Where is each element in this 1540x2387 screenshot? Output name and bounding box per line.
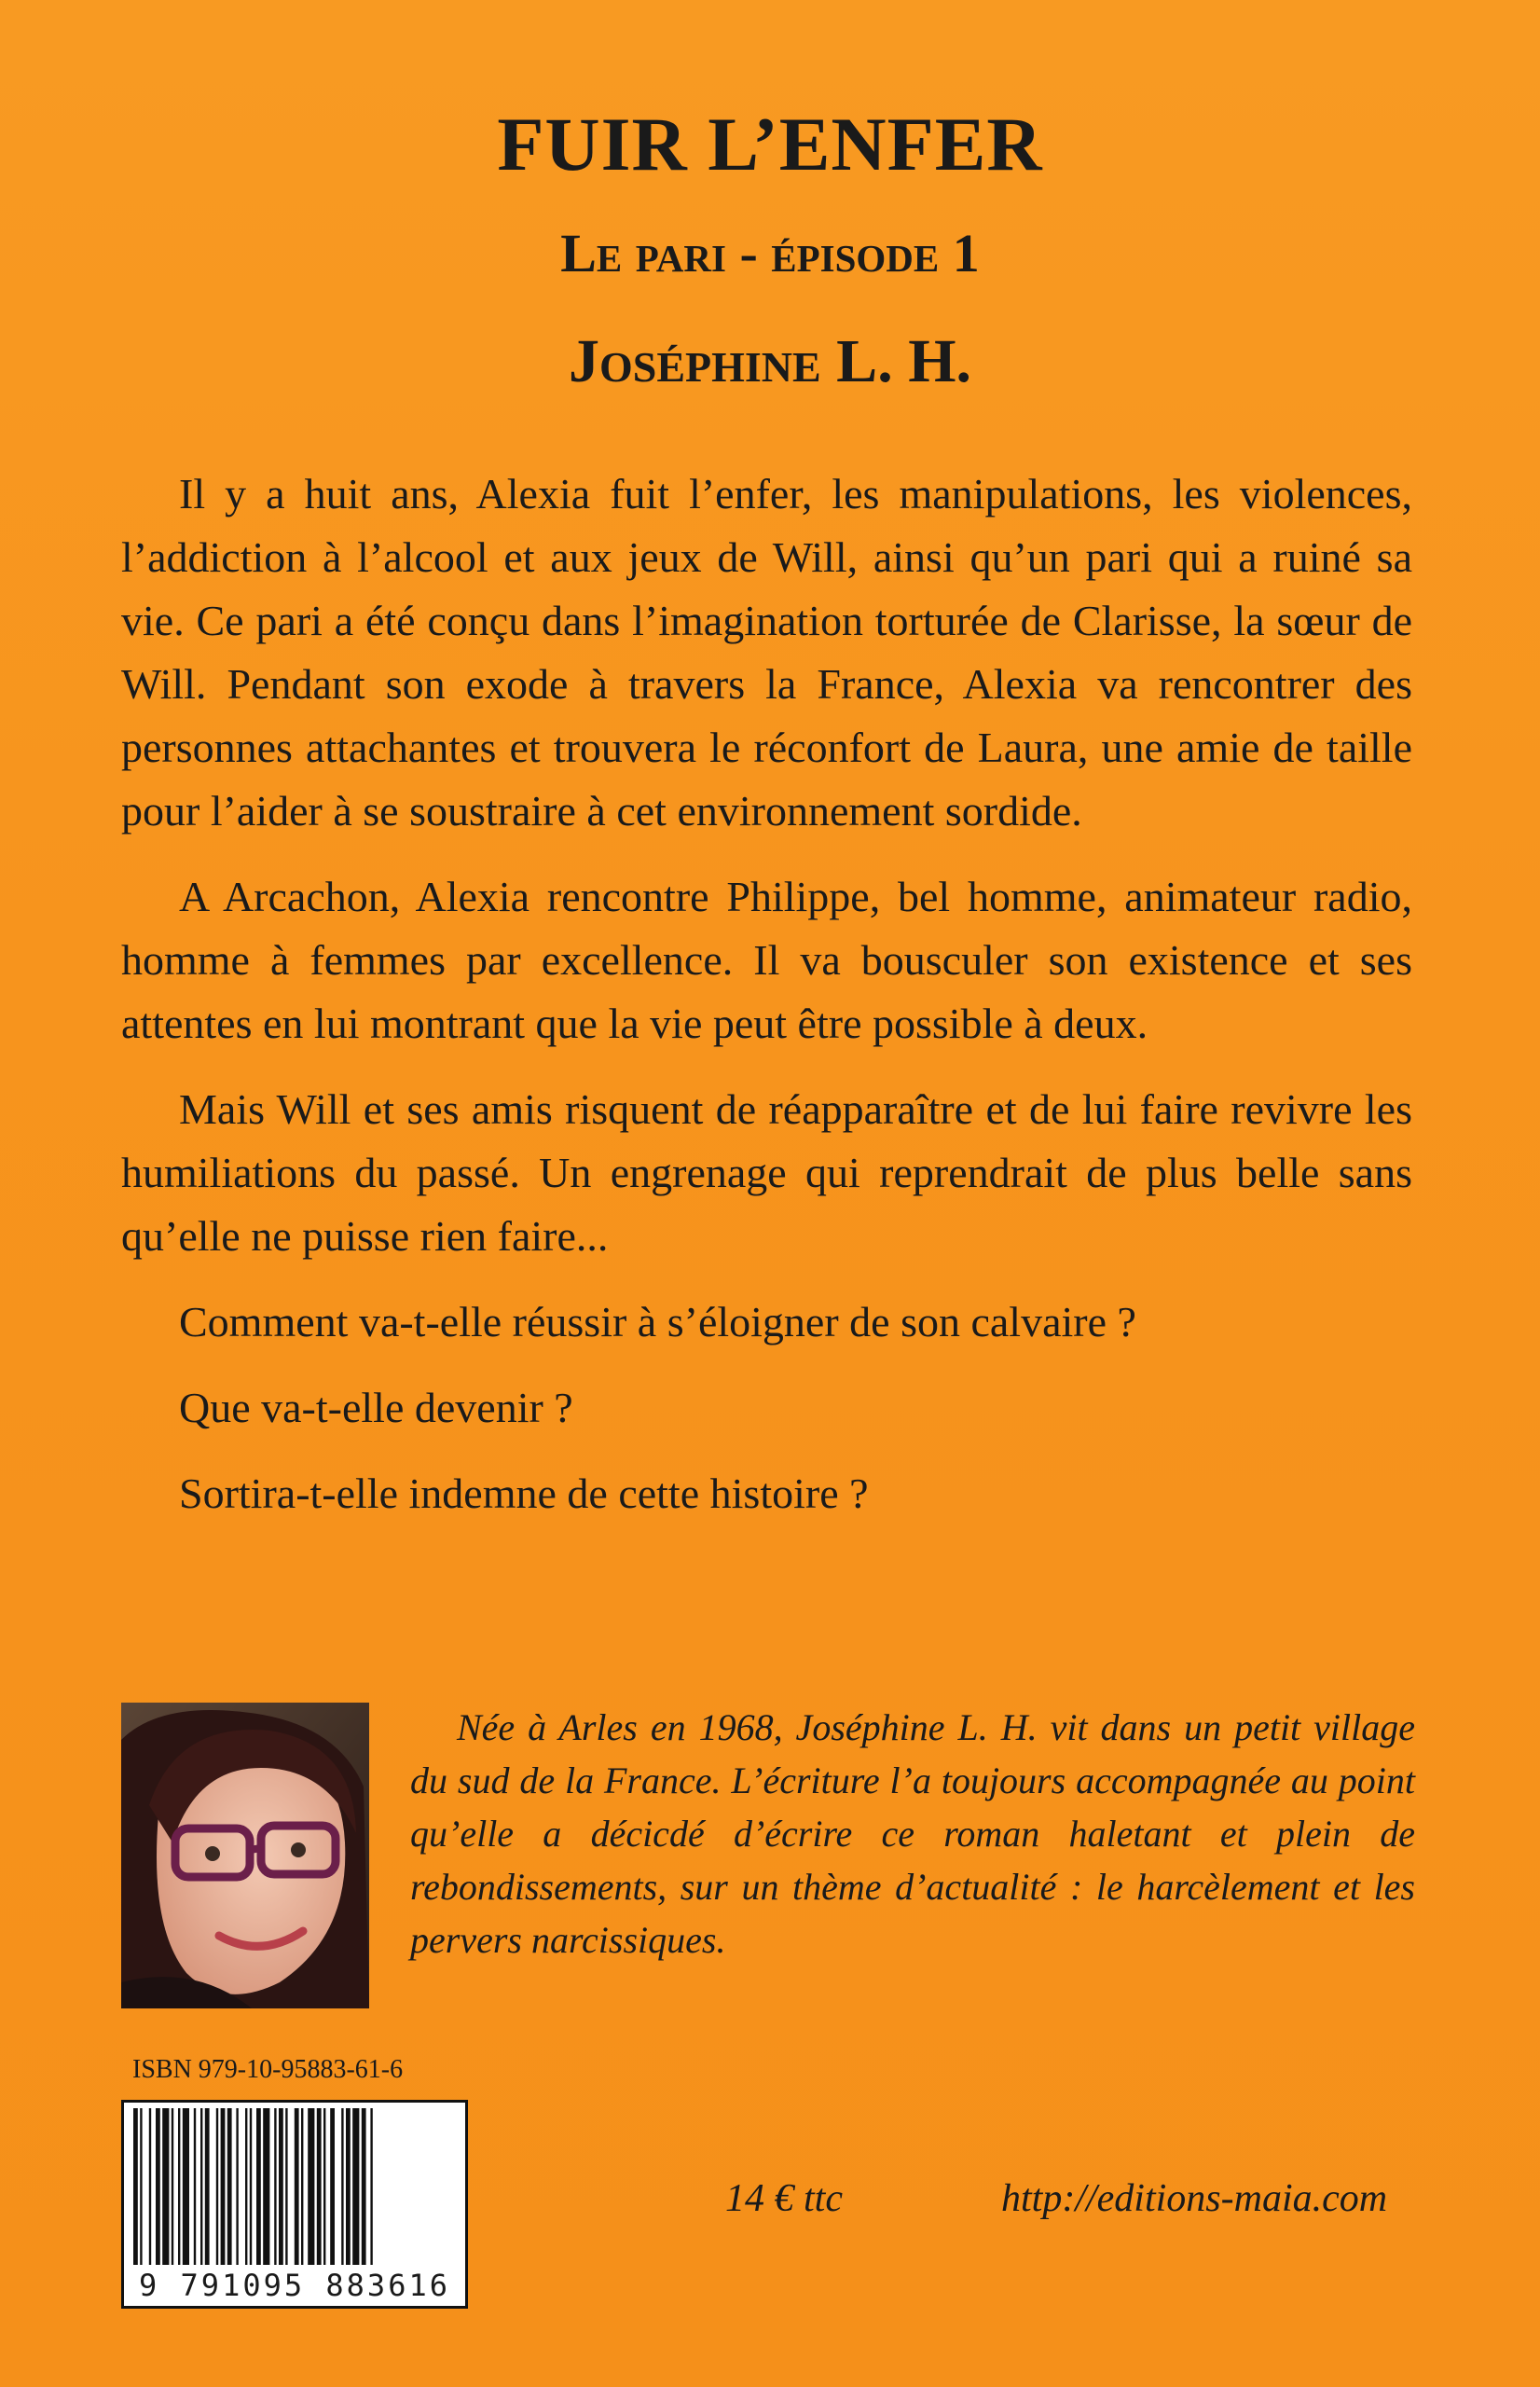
- synopsis-paragraph: Mais Will et ses amis risquent de réapparaître et de lui faire revivre les humiliations du passé. Un engrenage qui reprendrait de plus belle sans qu’elle ne puisse rien faire...: [121, 1085, 1412, 1260]
- barcode-bar: [346, 2108, 351, 2265]
- barcode-bar: [370, 2108, 372, 2265]
- price: 14 € ttc: [725, 2177, 843, 2220]
- synopsis-paragraph: A Arcachon, Alexia rencontre Philippe, bel homme, animateur radio, homme à femmes par excellence. Il va bousculer son existence et ses attentes en lui montrant que la vie peut être possible à deux.: [121, 873, 1412, 1047]
- barcode-bar: [256, 2108, 261, 2265]
- barcode-digits: 9 791095 883616: [124, 2267, 465, 2304]
- barcode-bar: [133, 2108, 138, 2265]
- barcode-bar: [194, 2108, 196, 2265]
- barcode-bar: [317, 2108, 322, 2265]
- barcode-bar: [274, 2108, 276, 2265]
- barcode-bar: [341, 2108, 343, 2265]
- barcode-bars: [124, 2103, 465, 2270]
- book-subtitle: Le pari - épisode 1: [560, 223, 980, 283]
- barcode-bar: [279, 2108, 283, 2265]
- book-title: FUIR L’ENFER: [497, 102, 1043, 186]
- synopsis-paragraph: Il y a huit ans, Alexia fuit l’enfer, les manipulations, les violences, l’addiction à l’alcool et aux jeux de Will, ainsi qu’un pari qui a ruiné sa vie. Ce pari a été conçu dans l’imagination torturée de Clarisse, la sœur de Will. Pendant son exode à travers la France, Alexia va rencontrer des personnes attachantes et trouvera le réconfort de Laura, une amie de taille pour l’aider à se soustraire à cet environnement sordide.: [121, 470, 1412, 835]
- book-author: Joséphine L. H.: [568, 327, 972, 395]
- synopsis-question: Sortira-t-elle indemne de cette histoire ?: [179, 1469, 869, 1517]
- synopsis-question: Comment va-t-elle réussir à s’éloigner de son calvaire ?: [179, 1298, 1136, 1345]
- synopsis-question: Que va-t-elle devenir ?: [179, 1384, 573, 1431]
- author-bio: Née à Arles en 1968, Joséphine L. H. vit dans un petit village du sud de la France. L’écriture l’a toujours accompagnée au point qu’elle a décicdé d’écrire ce roman haletant et plein de rebondissements, sur un thème d’actualité : le harcèlement et les pervers narcissiques.: [410, 1706, 1415, 1961]
- isbn-number: ISBN 979-10-95883-61-6: [132, 2055, 404, 2084]
- barcode-bar: [216, 2108, 218, 2265]
- barcode-bar: [362, 2108, 366, 2265]
- barcode-bar: [140, 2108, 142, 2265]
- barcode-bar: [183, 2108, 189, 2265]
- barcode-bar: [236, 2108, 238, 2265]
- barcode-bar: [200, 2108, 202, 2265]
- barcode-bar: [263, 2108, 269, 2265]
- barcode-bar: [250, 2108, 252, 2265]
- barcode-bar: [227, 2108, 232, 2265]
- barcode-bar: [330, 2108, 335, 2265]
- barcode-bar: [301, 2108, 303, 2265]
- barcode-bar: [156, 2108, 160, 2265]
- barcode-bar: [352, 2108, 359, 2265]
- barcode: [121, 2100, 468, 2309]
- barcode-bar: [308, 2108, 314, 2265]
- barcode-bar: [245, 2108, 247, 2265]
- barcode-bar: [285, 2108, 287, 2265]
- publisher-website: http://editions-maia.com: [1001, 2177, 1388, 2220]
- barcode-bar: [172, 2108, 173, 2265]
- barcode-bar: [295, 2108, 299, 2265]
- barcode-bar: [205, 2108, 210, 2265]
- synopsis: [121, 462, 1412, 1548]
- author-photo: [121, 1703, 369, 2008]
- barcode-bar: [149, 2108, 151, 2265]
- barcode-bar: [162, 2108, 169, 2265]
- barcode-bar: [323, 2108, 325, 2265]
- barcode-bar: [178, 2108, 180, 2265]
- barcode-bar: [221, 2108, 226, 2265]
